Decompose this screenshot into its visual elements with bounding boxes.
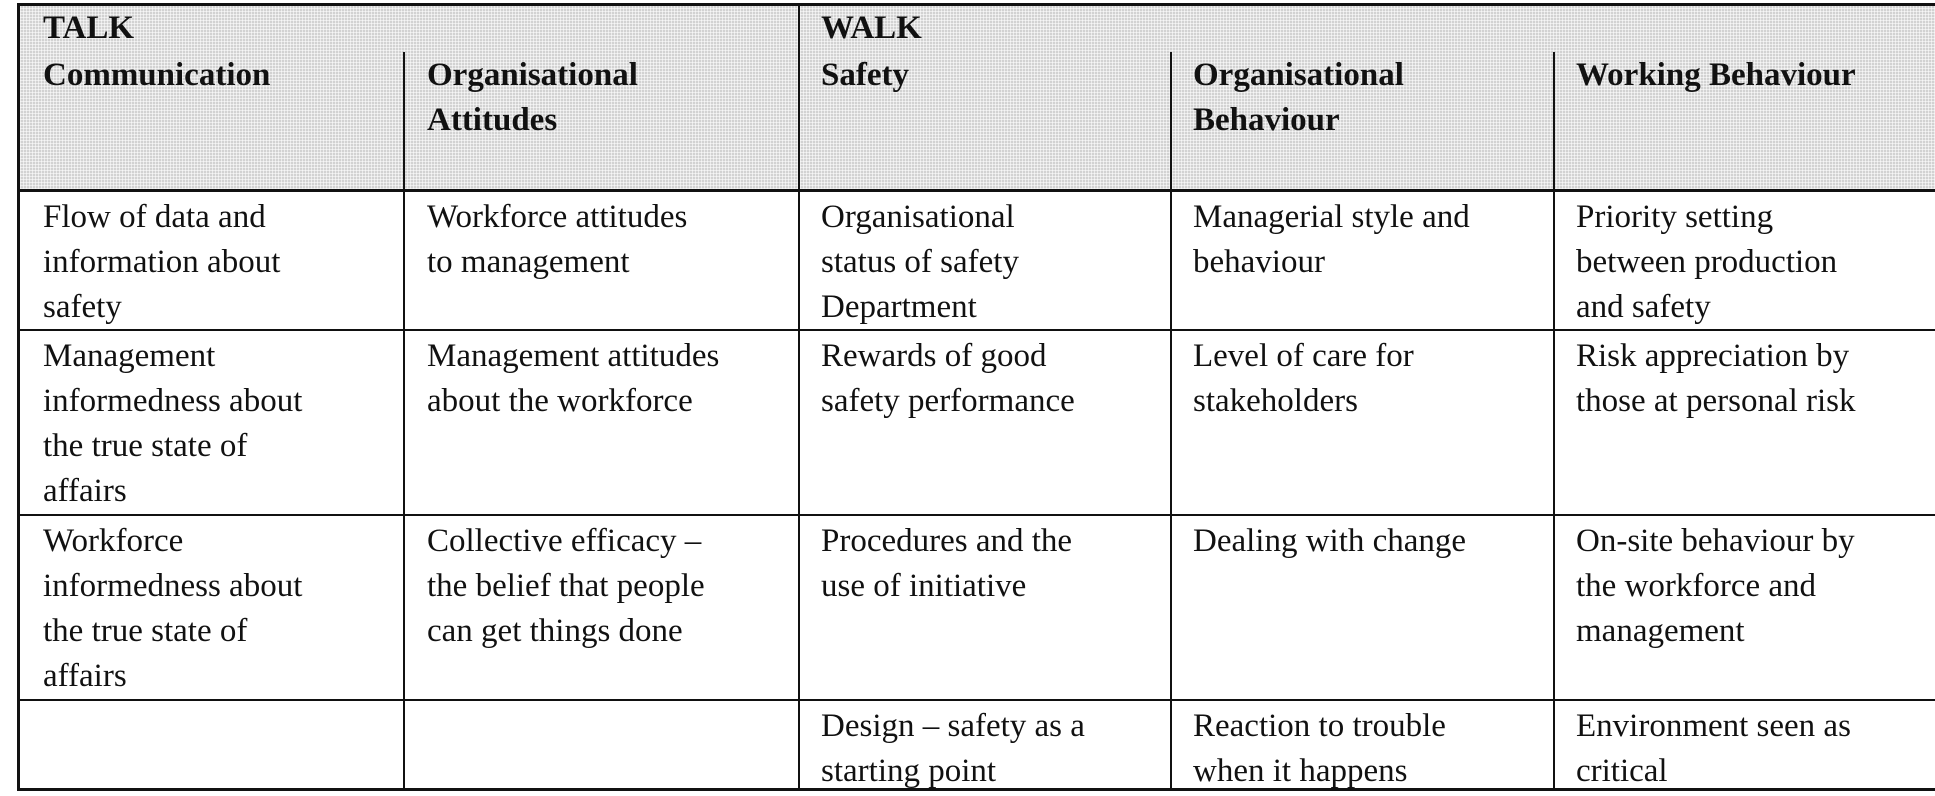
cell-line: informedness about [43, 383, 303, 419]
cell-line: Reaction to trouble [1193, 708, 1446, 744]
row-divider-2 [20, 514, 1935, 516]
column-header-organisational-attitudes [427, 53, 638, 143]
header-line: Safety [821, 57, 909, 93]
cell-line: the true state of [43, 613, 248, 649]
cell-line: Risk appreciation by [1576, 338, 1850, 374]
cell-line: Department [821, 289, 977, 325]
cell-line: and safety [1576, 289, 1711, 325]
header-line: Organisational [427, 57, 638, 93]
cell-line: Design – safety as a [821, 708, 1085, 744]
cell-line: On-site behaviour by [1576, 523, 1855, 559]
cell-line: the workforce and [1576, 568, 1817, 604]
table-cell [1193, 195, 1470, 285]
cell-line: Collective efficacy – [427, 523, 702, 559]
table-cell [43, 334, 302, 514]
table-cell [1193, 334, 1414, 424]
cell-line: status of safety [821, 244, 1019, 280]
table-cell [1193, 519, 1466, 564]
header-divider [20, 189, 1935, 192]
header-line: Attitudes [427, 102, 558, 138]
cell-line: can get things done [427, 613, 683, 649]
cell-line: to management [427, 244, 630, 280]
cell-line: when it happens [1193, 753, 1408, 789]
cell-line: affairs [43, 658, 127, 694]
column-header-organisational-behaviour [1193, 53, 1404, 143]
header-line: Behaviour [1193, 102, 1340, 138]
row-divider-3 [20, 699, 1935, 701]
cell-line: the belief that people [427, 568, 705, 604]
header-line: Organisational [1193, 57, 1404, 93]
header-line: Communication [43, 57, 271, 93]
culture-table [17, 3, 1935, 791]
cell-line: safety performance [821, 383, 1075, 419]
cell-line: Priority setting [1576, 199, 1774, 235]
table-cell [1193, 704, 1446, 794]
table-cell [1576, 195, 1837, 330]
cell-line: affairs [43, 473, 127, 509]
cell-line: informedness about [43, 568, 303, 604]
table-cell [821, 334, 1075, 424]
cell-line: Workforce attitudes [427, 199, 688, 235]
cell-line: management [1576, 613, 1745, 649]
table-cell [43, 195, 280, 330]
table-cell [1576, 334, 1856, 424]
cell-line: the true state of [43, 428, 248, 464]
cell-line: those at personal risk [1576, 383, 1856, 419]
cell-line: use of initiative [821, 568, 1027, 604]
cell-line: critical [1576, 753, 1668, 789]
col-divider-2 [798, 6, 800, 791]
cell-line: Organisational [821, 199, 1015, 235]
cell-line: Flow of data and [43, 199, 266, 235]
cell-line: stakeholders [1193, 383, 1358, 419]
cell-line: information about [43, 244, 281, 280]
table-cell [427, 195, 687, 285]
cell-line: between production [1576, 244, 1838, 280]
cell-line: starting point [821, 753, 997, 789]
col-divider-1 [403, 52, 405, 791]
col-divider-4 [1553, 52, 1555, 791]
cell-line: Rewards of good [821, 338, 1047, 374]
table-cell [427, 334, 719, 424]
table-cell [43, 519, 302, 699]
cell-line: Level of care for [1193, 338, 1414, 374]
cell-line: about the workforce [427, 383, 693, 419]
table-cell [821, 704, 1085, 794]
column-header-working-behaviour [1576, 53, 1856, 98]
cell-line: Management attitudes [427, 338, 720, 374]
table-cell [821, 195, 1019, 330]
cell-line: Procedures and the [821, 523, 1073, 559]
cell-line: Environment seen as [1576, 708, 1851, 744]
header-line: Working Behaviour [1576, 57, 1856, 93]
table-cell [1576, 704, 1851, 794]
table-cell [1576, 519, 1855, 654]
cell-line: behaviour [1193, 244, 1325, 280]
group-label-walk: WALK [821, 10, 922, 46]
cell-line: Dealing with change [1193, 523, 1467, 559]
table-cell [821, 519, 1072, 609]
column-header-safety [821, 53, 909, 98]
column-header-communication [43, 53, 270, 98]
group-label-talk: TALK [43, 10, 135, 46]
cell-line: Workforce [43, 523, 184, 559]
cell-line: Management [43, 338, 216, 374]
col-divider-3 [1170, 52, 1172, 791]
cell-line: Managerial style and [1193, 199, 1470, 235]
table-cell [427, 519, 705, 654]
cell-line: safety [43, 289, 122, 325]
